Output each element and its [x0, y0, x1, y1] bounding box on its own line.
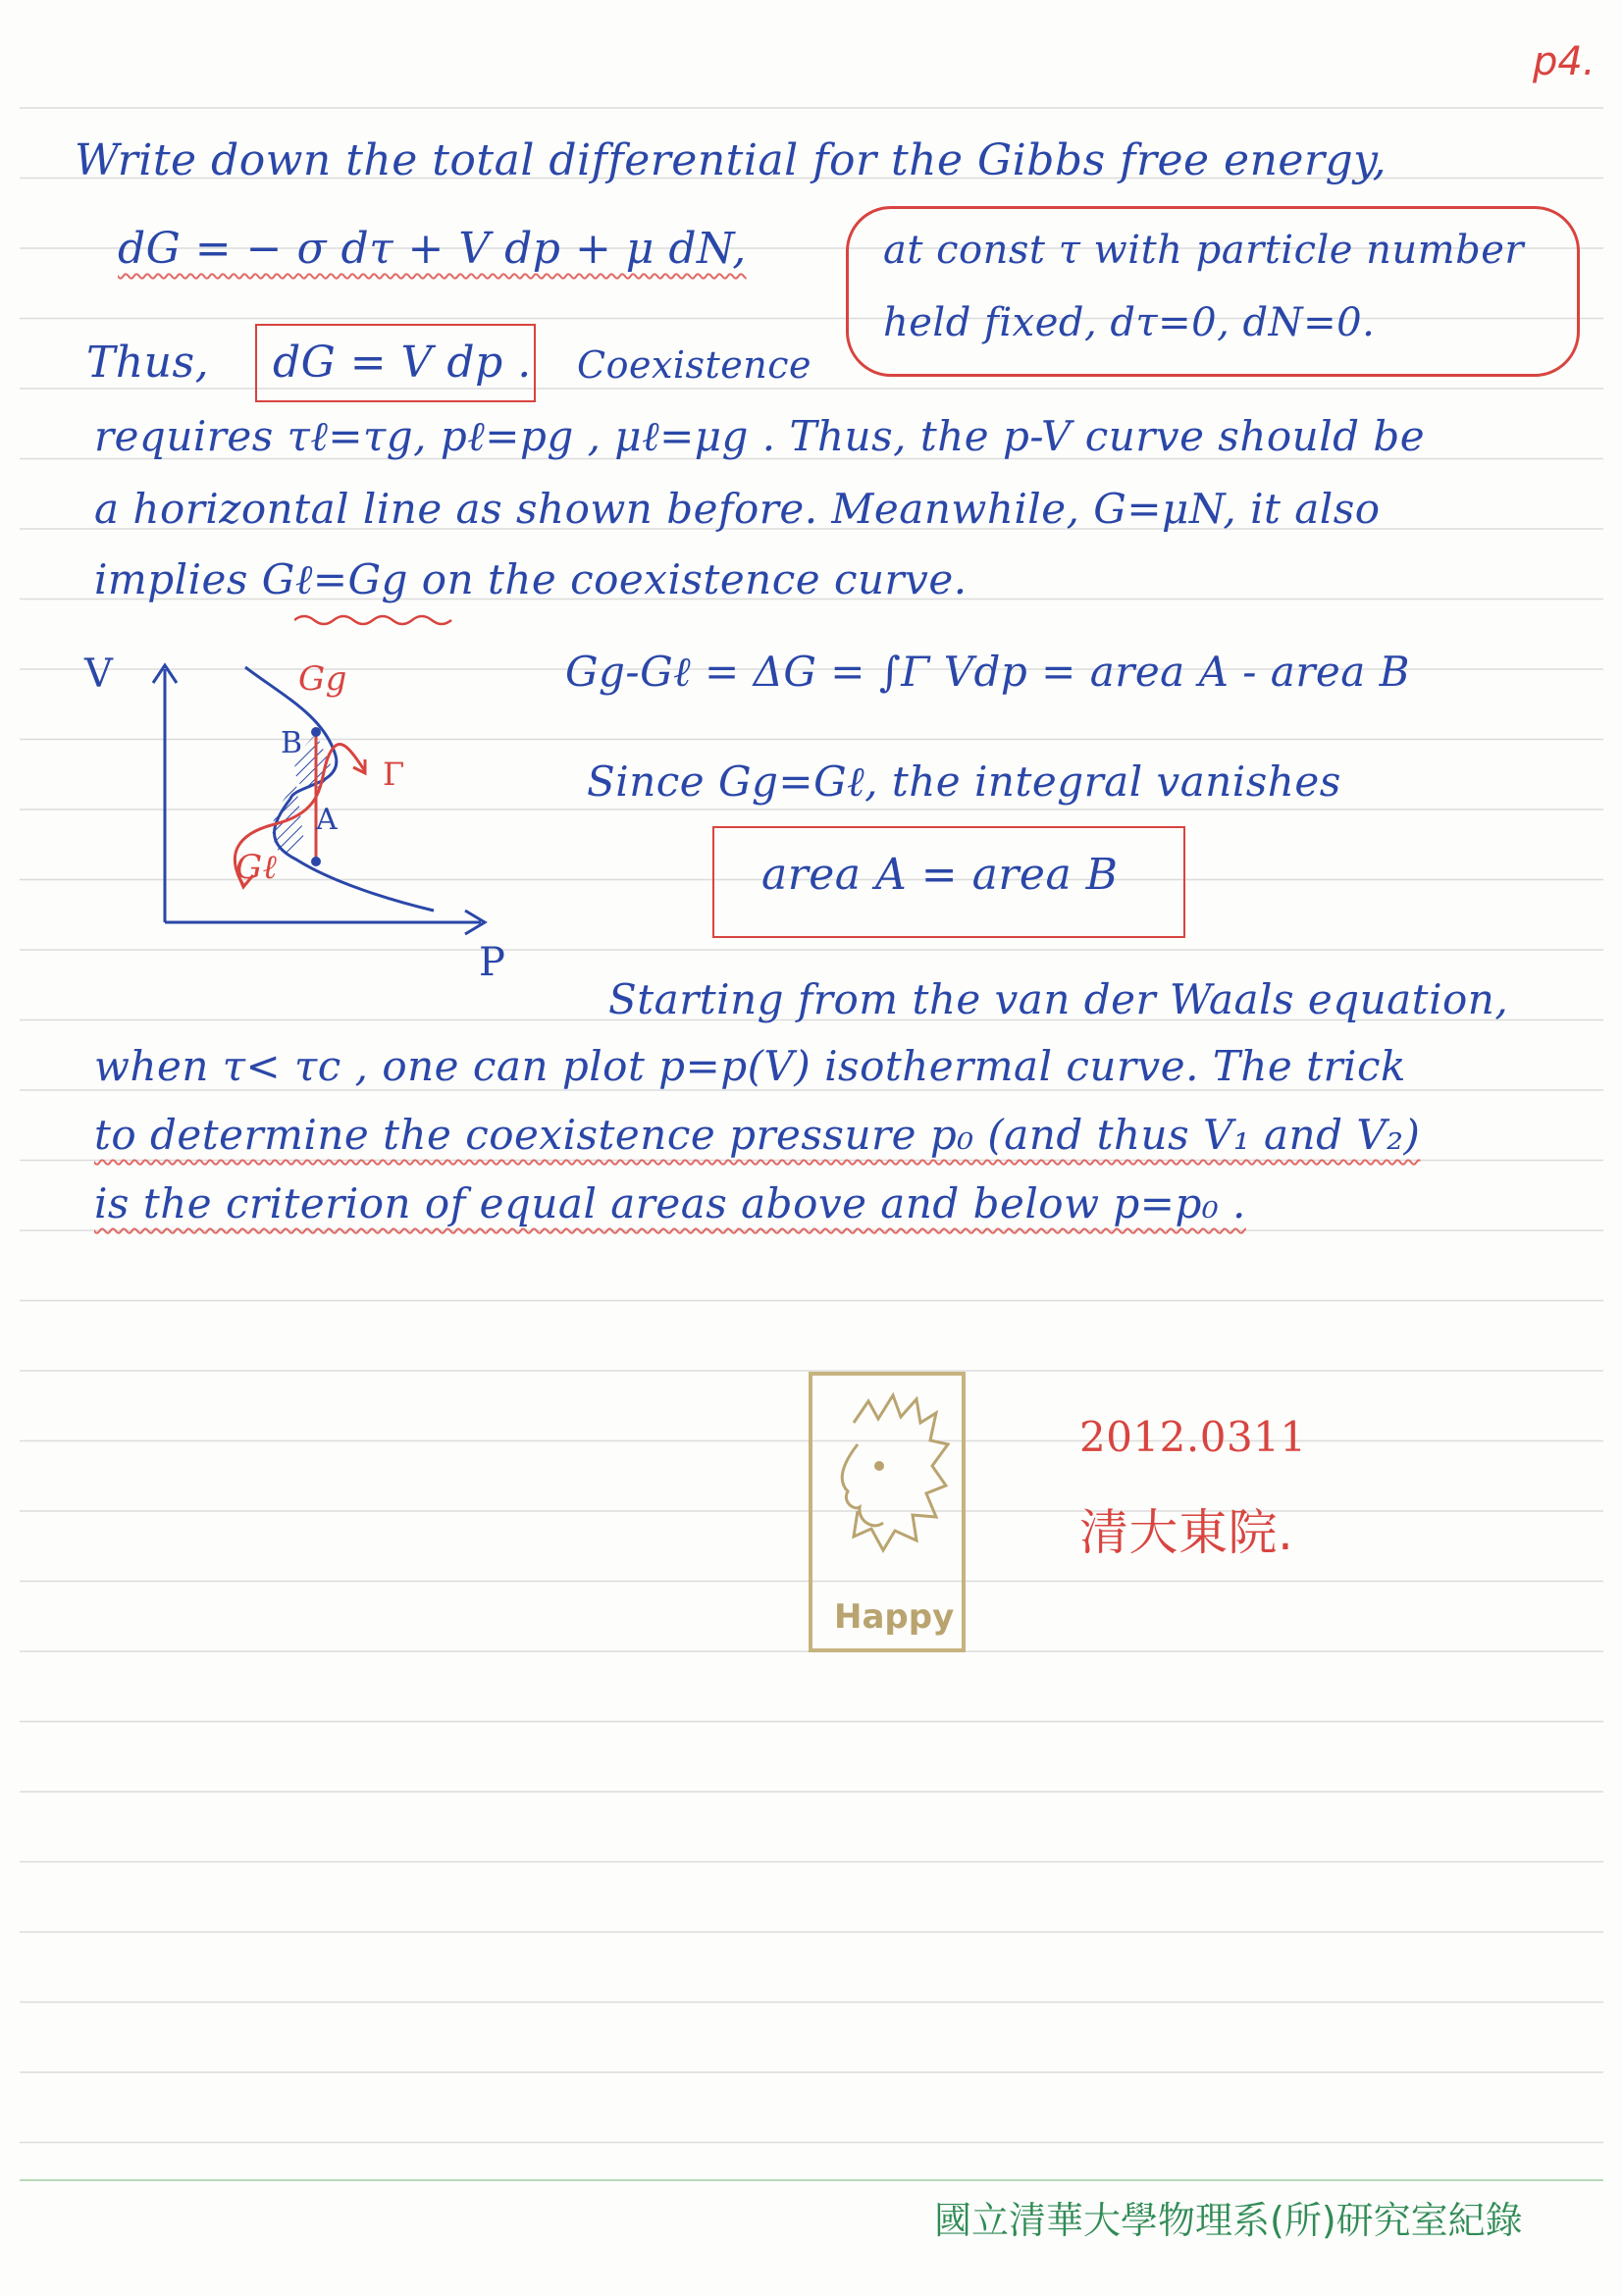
note-line-1: at const τ with particle number	[883, 228, 1524, 273]
vdw-line-3: to determine the coexistence pressure p₀ (and thus V₁ and V₂)	[94, 1111, 1421, 1159]
text-line-2: a horizontal line as shown before. Meanwhile, G=μN, it also	[94, 485, 1381, 533]
gg-label: Gg	[298, 659, 347, 699]
p-axis-label: P	[479, 940, 506, 985]
a-label: A	[316, 803, 339, 837]
footer-institution: 國立清華大學物理系(所)研究室紀錄	[934, 2199, 1523, 2242]
date: 2012.0311	[1079, 1413, 1307, 1461]
gamma-label: Γ	[383, 756, 405, 793]
happy-stamp	[809, 1372, 966, 1652]
b-label: B	[281, 726, 303, 760]
gl-label: Gℓ	[236, 848, 278, 887]
page-number: p4.	[1533, 39, 1596, 84]
signature: 清大東院.	[1079, 1504, 1294, 1561]
pv-diagram	[79, 638, 510, 991]
coexistence-word: Coexistence	[577, 343, 812, 387]
vdw-line-4: is the criterion of equal areas above and below p=p₀ .	[94, 1179, 1246, 1227]
intro-line: Write down the total differential for the Gibbs free energy,	[75, 135, 1387, 185]
thus-label: Thus,	[86, 338, 210, 388]
note-line-2: held fixed, dτ=0, dN=0.	[883, 300, 1376, 345]
boxed-equation: dG = V dp .	[273, 338, 532, 388]
gl-gg-underline	[294, 610, 461, 630]
equation-dG: dG = − σ dτ + V dp + μ dN,	[118, 224, 747, 274]
text-line-1: requires τℓ=τg, pℓ=pg , μℓ=μg . Thus, the p-V curve should be	[94, 412, 1426, 460]
vdw-line-2: when τ< τc , one can plot p=p(V) isothermal curve. The trick	[94, 1042, 1406, 1090]
lion-head-icon	[814, 1383, 962, 1580]
since-line: Since Gg=Gℓ, the integral vanishes	[587, 757, 1341, 806]
text-line-3: implies Gℓ=Gg on the coexistence curve.	[94, 555, 968, 603]
delta-g-equation: Gg-Gℓ = ΔG = ∫Γ Vdp = area A - area B	[565, 648, 1411, 696]
boxed-area: area A = area B	[761, 850, 1119, 900]
v-axis-label: V	[84, 652, 114, 697]
stamp-label: Happy	[834, 1597, 955, 1637]
vdw-line-1: Starting from the van der Waals equation,	[608, 975, 1509, 1023]
